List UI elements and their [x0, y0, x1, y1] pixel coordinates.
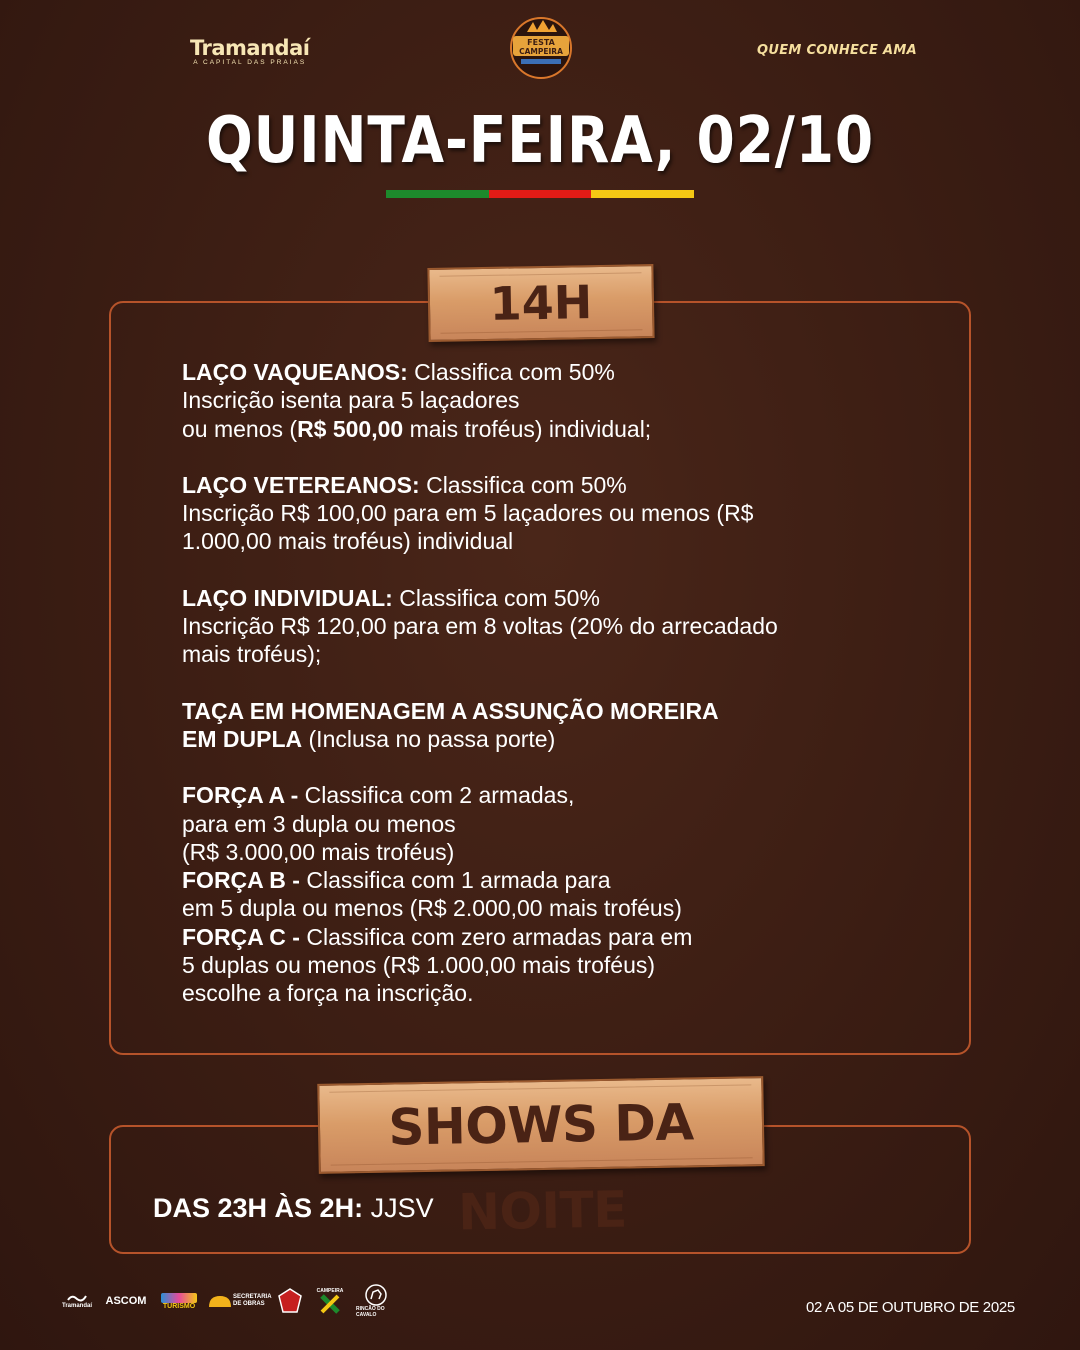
partner-logo-ctg: [276, 1286, 304, 1316]
campeira-flag-icon: [320, 1294, 340, 1314]
afternoon-schedule: [182, 358, 902, 1008]
partner-logos: [62, 1284, 396, 1318]
schedule-line: para em 3 dupla ou menos: [182, 810, 456, 837]
partner-logo-obras: SECRETARIA DE OBRAS: [206, 1286, 268, 1316]
event-dates: 02 A 05 DE OUTUBRO DE 2025: [806, 1299, 1015, 1316]
slogan: QUEM CONHECE AMA: [757, 43, 917, 58]
partner-logo-campeira: CAMPEIRA: [312, 1284, 348, 1318]
tramandai-logo: [190, 36, 309, 66]
schedule-line: FORÇA B - Classifica com 1 armada para: [182, 867, 611, 894]
schedule-line: TAÇA EM HOMENAGEM A ASSUNÇÃO MOREIRA: [182, 697, 719, 724]
schedule-line: ou menos (R$ 500,00 mais troféus) individual;: [182, 415, 652, 442]
flag-stripe: [386, 190, 694, 198]
partner-logo-tramandai: Tramandaí: [62, 1286, 92, 1316]
hardhat-icon: [207, 1293, 233, 1309]
taca-homenagem: [182, 697, 902, 754]
svg-text:CAMPEIRA: CAMPEIRA: [519, 47, 563, 56]
schedule-line: em 5 dupla ou menos (R$ 2.000,00 mais troféus): [182, 895, 682, 922]
schedule-line: Inscrição R$ 100,00 para em 5 laçadores ou menos (R$: [182, 500, 754, 527]
horse-icon: [363, 1284, 389, 1306]
schedule-line: Inscrição R$ 120,00 para em 8 voltas (20% do arrecadado: [182, 613, 778, 640]
schedule-line: LAÇO VETEREANOS: Classifica com 50%: [182, 471, 627, 498]
flag-green: [386, 190, 489, 198]
flag-yellow: [591, 190, 694, 198]
laco-vaqueanos: [182, 358, 902, 443]
forcas: [182, 781, 902, 1007]
turismo-icon: [161, 1293, 197, 1303]
partner-logo-rincao: RINCÃO DO CAVALO: [356, 1284, 396, 1318]
laco-individual: [182, 584, 902, 669]
schedule-line: (R$ 3.000,00 mais troféus): [182, 838, 455, 865]
schedule-line: LAÇO VAQUEANOS: Classifica com 50%: [182, 359, 615, 385]
partner-logo-ascom: ASCOM: [105, 1295, 147, 1307]
schedule-line: FORÇA A - Classifica com 2 armadas,: [182, 782, 575, 809]
schedule-line: FORÇA C - Classifica com zero armadas para em: [182, 923, 693, 950]
page-title: QUINTA-FEIRA, 02/10: [205, 104, 875, 178]
brand-tagline: A CAPITAL DAS PRAIAS: [193, 59, 307, 66]
schedule-line: EM DUPLA (Inclusa no passa porte): [182, 725, 556, 752]
shows-heading: SHOWS DA NOITE: [387, 1093, 695, 1242]
svg-text:FESTA: FESTA: [527, 38, 555, 47]
schedule-line: mais troféus);: [182, 641, 322, 668]
schedule-line: escolhe a força na inscrição.: [182, 980, 474, 1007]
time-label: 14H: [489, 275, 593, 331]
schedule-line: 5 duplas ou menos (R$ 1.000,00 mais troféus): [182, 952, 656, 979]
time-plank: [427, 264, 654, 342]
flag-red: [489, 190, 592, 198]
night-act: JJSV: [363, 1193, 434, 1223]
brand-name: Tramandaí: [190, 36, 310, 60]
schedule-line: 1.000,00 mais troféus) individual: [182, 528, 514, 555]
laco-vetereanos: [182, 471, 902, 556]
schedule-line: Inscrição isenta para 5 laçadores: [182, 387, 520, 414]
festa-campeira-logo: [507, 14, 575, 80]
wave-icon: [67, 1293, 87, 1303]
schedule-line: LAÇO INDIVIDUAL: Classifica com 50%: [182, 584, 600, 611]
partner-logo-turismo: TURISMO: [160, 1286, 198, 1316]
night-show-line: [153, 1193, 434, 1224]
night-time: DAS 23H ÀS 2H:: [153, 1193, 364, 1223]
